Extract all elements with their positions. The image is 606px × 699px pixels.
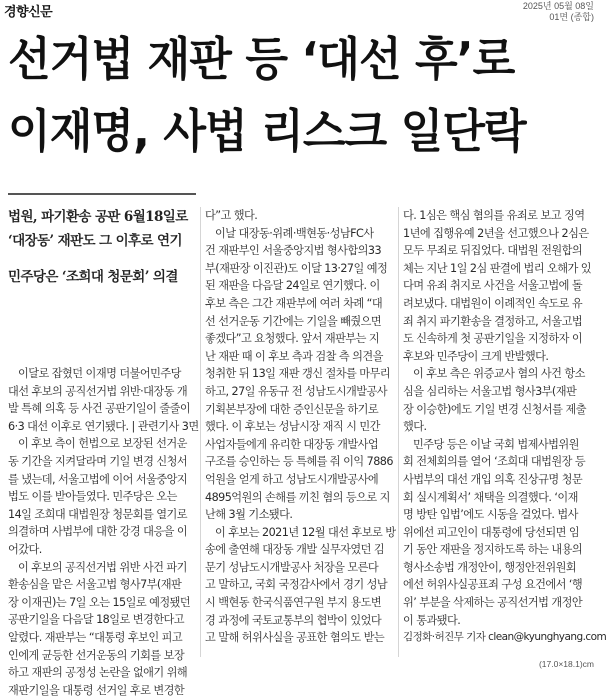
article-line: 사업자들에게 유리한 대장동 개발사업	[205, 437, 379, 451]
article-line: 하고, 27일 유동규 전 성남도시개발공사	[205, 384, 388, 398]
article-line: 억원을 얻게 하고 성남도시개발공사에	[205, 472, 379, 486]
article-line: 다. 1심은 핵심 혐의를 유죄로 보고 징역	[403, 209, 585, 222]
subhead-divider	[8, 193, 196, 195]
article-line: 려보냈다. 대법원이 이례적인 속도로 유	[403, 296, 583, 310]
article-line: 고 말하고, 국회 국정감사에서 경기 성남	[205, 578, 388, 592]
article-line: 후보와 민주당이 크게 반발했다.	[403, 349, 549, 363]
article-line: 도 신속하게 첫 공판기일을 지정하자 이	[403, 332, 583, 346]
article-line: 환송심을 맡은 서울고법 형사7부(재판	[8, 578, 182, 592]
article-line: 위’ 부분을 삭제하는 공직선거법 개정안	[403, 596, 583, 610]
headline-line-1: 선거법 재판 등 ‘대선 후’로	[8, 32, 515, 86]
article-line: 하고 재판의 공정성 논란을 없애기 위해	[8, 666, 188, 680]
article-line: 다”고 했다.	[205, 209, 258, 222]
article-line: 동 기간을 지켜달라며 기일 변경 신청서	[8, 454, 188, 468]
article-line: 심을 심리하는 서울고법 형사3부(재판	[403, 384, 577, 398]
article-line: 구조를 승인하는 등 특혜를 줘 이익 7886	[205, 455, 393, 469]
article-line: 난 재판 때 이 후보 측과 검찰 측 의견을	[205, 349, 383, 363]
article-line: 6·3 대선 이후로 연기됐다. | 관련기사 3면	[8, 419, 199, 433]
column-divider-1	[200, 207, 201, 657]
article-line: 송에 출연해 대장동 개발 실무자였던 김	[205, 543, 385, 557]
article-line: 대선 후보의 공직선거법 위반·대장동 개	[8, 384, 188, 398]
subhead-2: ‘대장동’ 재판도 그 이후로 연기	[8, 233, 182, 249]
article-line: 건 재판부인 서울중앙지법 형사합의33	[205, 244, 382, 258]
article-line: 형사소송법 개정안이, 행정안전위원회	[403, 560, 577, 574]
article-line: 했다.	[403, 420, 427, 434]
article-line: 난해 3월 기소됐다.	[205, 508, 293, 522]
article-line: 후보 측은 그간 재판부에 여러 차례 “대	[205, 296, 383, 310]
subhead-1: 법원, 파기환송 공판 6월18일로	[8, 209, 188, 225]
article-line: 이 후보 측은 위증교사 혐의 사건 항소	[413, 367, 585, 381]
article-line: 선 선거운동 기간에는 기일을 빼줬으면	[205, 314, 382, 328]
newspaper-masthead: 경향신문	[4, 5, 53, 20]
column-divider-2	[398, 207, 399, 657]
article-line: 재판기일을 대통령 선거일 후로 변경한	[8, 683, 185, 697]
article-line: 이 통과됐다.	[403, 613, 461, 627]
article-line: 청취한 뒤 13일 재판 갱신 절차를 마무리	[205, 367, 391, 381]
page-section: 01면 (종합)	[549, 12, 594, 22]
article-line: 된 재판을 다음달 24일로 연기했다. 이	[205, 279, 380, 293]
article-column-3	[403, 207, 606, 647]
article-line: 발 특혜 의혹 등 사건 공판기일이 줄줄이	[8, 402, 191, 416]
article-line: 인에게 균등한 선거운동의 기회를 보장	[8, 648, 185, 662]
article-line: 이 후보는 2021년 12월 대선 후보로 방	[215, 525, 396, 539]
article-line: 이 후보의 공직선거법 위반 사건 파기	[18, 560, 187, 574]
subhead-3: 민주당은 ‘조희대 청문회’ 의결	[8, 269, 178, 285]
article-line: 모두 무죄로 뒤집었다. 대법원 전원합의	[403, 244, 583, 258]
article-column-2	[205, 207, 395, 647]
article-line: 알렸다. 재판부는 “대통령 후보인 피고	[8, 630, 183, 644]
article-line: 법도 이를 받아들였다. 민주당은 오는	[8, 490, 177, 504]
article-line: 체는 지난 1일 2심 판결에 법리 오해가 있	[403, 261, 592, 275]
size-footnote: (17.0×18.1)cm	[538, 659, 594, 669]
article-line: 장 이승한)에도 기일 변경 신청서를 제출	[403, 402, 586, 416]
article-line: 사법부의 대선 개입 의혹 진상규명 청문	[403, 472, 583, 486]
article-line: 를 냈는데, 서울고법에 이어 서울중앙지	[8, 472, 188, 486]
article-line: 장 이재권)는 7일 오는 15일로 예정됐던	[8, 595, 191, 609]
article-column-1	[8, 365, 198, 699]
article-line: 에선 허위사실공표죄 구성 요건에서 ‘행	[403, 578, 583, 592]
article-line: 14일 조희대 대법원장 청문회를 열기로	[8, 507, 188, 521]
article-line: 기 동안 재판을 정지하도록 하는 내용의	[403, 543, 583, 557]
issue-date: 2025년 05월 08일	[522, 1, 594, 11]
article-line: 이날 대장동·위례·백현동·성남FC사	[215, 226, 374, 240]
article-line: 어갔다.	[8, 542, 42, 556]
article-line: 시 백현동 한국식품연구원 부지 용도변	[205, 596, 382, 610]
article-line: 회 실시계획서’ 채택을 의결했다. ‘이재	[403, 490, 578, 504]
article-line: 1년에 집행유예 2년을 선고했으나 2심은	[403, 226, 589, 240]
article-line: 민주당 등은 이날 국회 법제사법위원	[413, 437, 579, 451]
article-line: 공판기일을 다음달 18일로 변경한다고	[8, 613, 185, 627]
article-line: 이달로 잡혔던 이재명 더불어민주당	[18, 367, 181, 380]
article-line: 기획본부장에 대한 증인신문을 하기로	[205, 402, 379, 416]
dateline	[523, 1, 594, 23]
article-line: 명 방탄 입법’에도 시동을 걸었다. 법사	[403, 508, 578, 522]
article-line: 이 후보 측이 헌법으로 보장된 선거운	[18, 437, 187, 451]
article-line: 위에선 피고인이 대통령에 당선되면 임	[403, 525, 580, 539]
article-line: 4895억원의 손해를 끼친 혐의 등으로 지	[205, 490, 390, 504]
article-line: 고 말해 허위사실을 공표한 혐의도 받는	[205, 631, 385, 645]
subhead-block	[8, 205, 196, 289]
headline-line-2: 이재명, 사법 리스크 일단락	[8, 104, 526, 158]
byline: 김정화·허진무 기자 clean@kyunghyang.com	[403, 631, 606, 644]
article-line: 경 과정에 국토교통부의 협박이 있었다	[205, 613, 382, 627]
article-line: 의결하며 사법부에 대한 강경 대응을 이	[8, 525, 188, 539]
article-line: 문기 성남도시개발공사 처장을 모른다	[205, 560, 379, 574]
article-line: 부(재판장 이진관)도 이달 13·27일 예정	[205, 261, 388, 275]
article-line: 회 전체회의를 열어 ‘조희대 대법원장 등	[403, 455, 586, 469]
article-line: 했다. 이 후보는 성남시장 재직 시 민간	[205, 420, 380, 434]
article-line: 좋겠다”고 요청했다. 앞서 재판부는 지	[205, 332, 380, 346]
article-line: 죄 취지 파기환송을 결정하고, 서울고법	[403, 314, 583, 328]
article-line: 다며 유죄 취지로 사건을 서울고법에 돌	[403, 279, 583, 293]
